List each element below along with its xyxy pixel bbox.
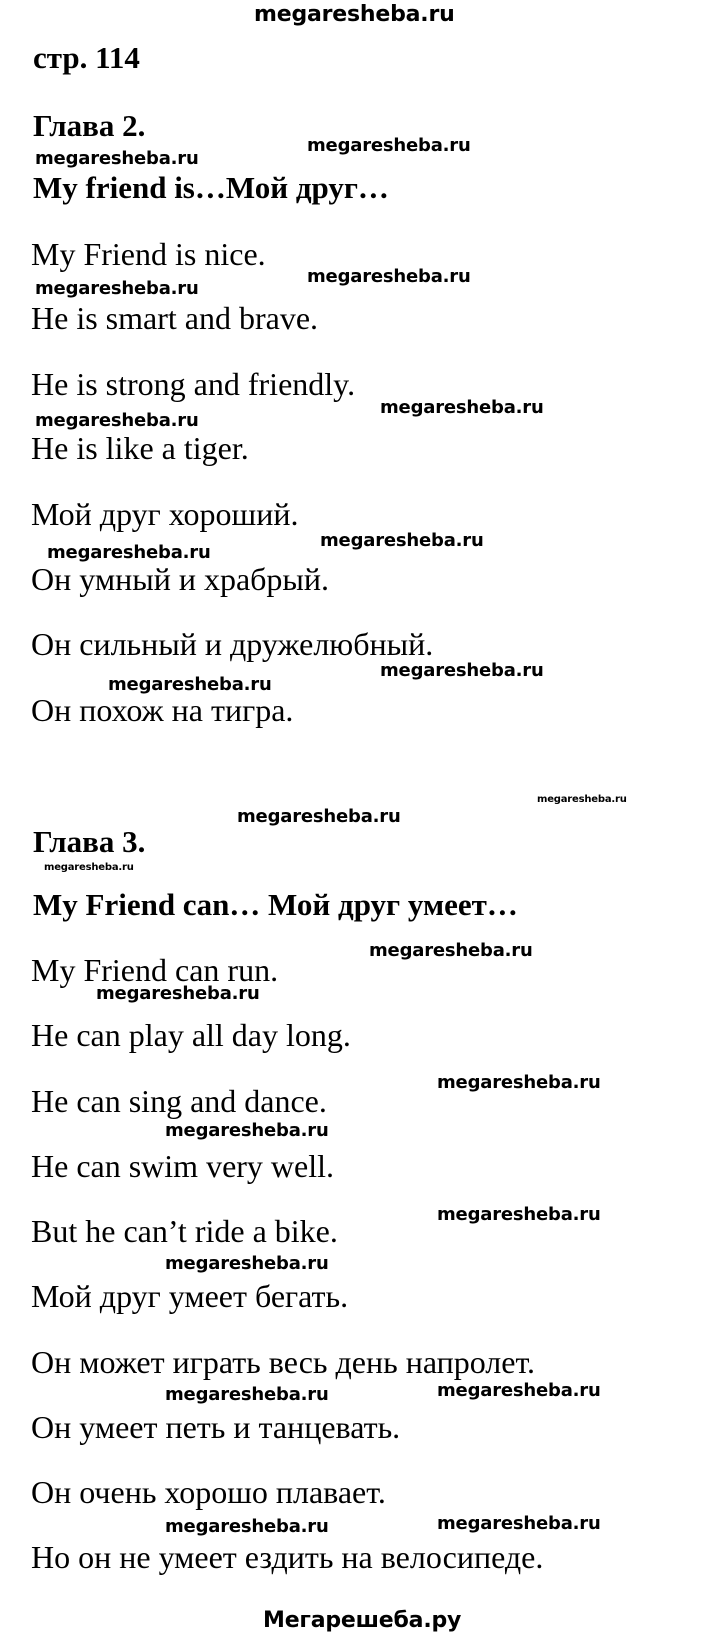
- chapter-2-line: Мой друг хороший.: [31, 496, 299, 532]
- chapter-2-line: Он похож на тигра.: [31, 692, 294, 728]
- watermark: megaresheba.ru: [437, 1204, 601, 1225]
- chapter-3-subtitle: My Friend can… Мой друг умеет…: [33, 887, 518, 922]
- chapter-3-line: Он может играть весь день напролет.: [31, 1344, 536, 1380]
- watermark: megaresheba.ru: [437, 1380, 601, 1401]
- chapter-3-line: My Friend can run.: [31, 952, 279, 988]
- page-label: стр. 114: [33, 40, 140, 75]
- site-header-watermark: megaresheba.ru: [254, 2, 455, 27]
- watermark: megaresheba.ru: [437, 1072, 601, 1093]
- chapter-2-line: Он сильный и дружелюбный.: [31, 626, 434, 662]
- watermark: megaresheba.ru: [35, 410, 199, 431]
- site-footer: Мегарешеба.ру: [263, 1608, 462, 1633]
- chapter-3-line: Он очень хорошо плавает.: [31, 1474, 386, 1510]
- watermark: megaresheba.ru: [369, 940, 533, 961]
- watermark: megaresheba.ru: [47, 542, 211, 563]
- watermark: megaresheba.ru: [307, 135, 471, 156]
- chapter-2-line: Он умный и храбрый.: [31, 561, 330, 597]
- chapter-3-line: Но он не умеет ездить на велосипеде.: [31, 1539, 544, 1575]
- chapter-2-line: He is like a tiger.: [31, 430, 249, 466]
- chapter-3-line: He can play all day long.: [31, 1017, 351, 1053]
- watermark: megaresheba.ru: [437, 1513, 601, 1534]
- watermark: megaresheba.ru: [307, 266, 471, 287]
- chapter-2-line: My Friend is nice.: [31, 236, 266, 272]
- chapter-2-title: Глава 2.: [33, 108, 146, 143]
- watermark: megaresheba.ru: [165, 1516, 329, 1537]
- watermark: megaresheba.ru: [380, 397, 544, 418]
- watermark: megaresheba.ru: [44, 862, 134, 873]
- watermark: megaresheba.ru: [108, 674, 272, 695]
- watermark: megaresheba.ru: [537, 794, 627, 805]
- chapter-3-line: But he can’t ride a bike.: [31, 1213, 338, 1249]
- watermark: megaresheba.ru: [35, 278, 199, 299]
- chapter-3-line: Мой друг умеет бегать.: [31, 1278, 349, 1314]
- chapter-2-line: He is strong and friendly.: [31, 366, 356, 402]
- chapter-3-title: Глава 3.: [33, 824, 146, 859]
- watermark: megaresheba.ru: [165, 1384, 329, 1405]
- chapter-3-line: He can sing and dance.: [31, 1083, 327, 1119]
- watermark: megaresheba.ru: [320, 530, 484, 551]
- chapter-2-line: He is smart and brave.: [31, 300, 319, 336]
- watermark: megaresheba.ru: [96, 983, 260, 1004]
- watermark: megaresheba.ru: [380, 660, 544, 681]
- watermark: megaresheba.ru: [237, 806, 401, 827]
- chapter-2-subtitle: My friend is…Мой друг…: [33, 170, 389, 205]
- watermark: megaresheba.ru: [165, 1253, 329, 1274]
- chapter-3-line: He can swim very well.: [31, 1148, 335, 1184]
- watermark: megaresheba.ru: [165, 1120, 329, 1141]
- chapter-3-line: Он умеет петь и танцевать.: [31, 1409, 401, 1445]
- watermark: megaresheba.ru: [35, 148, 199, 169]
